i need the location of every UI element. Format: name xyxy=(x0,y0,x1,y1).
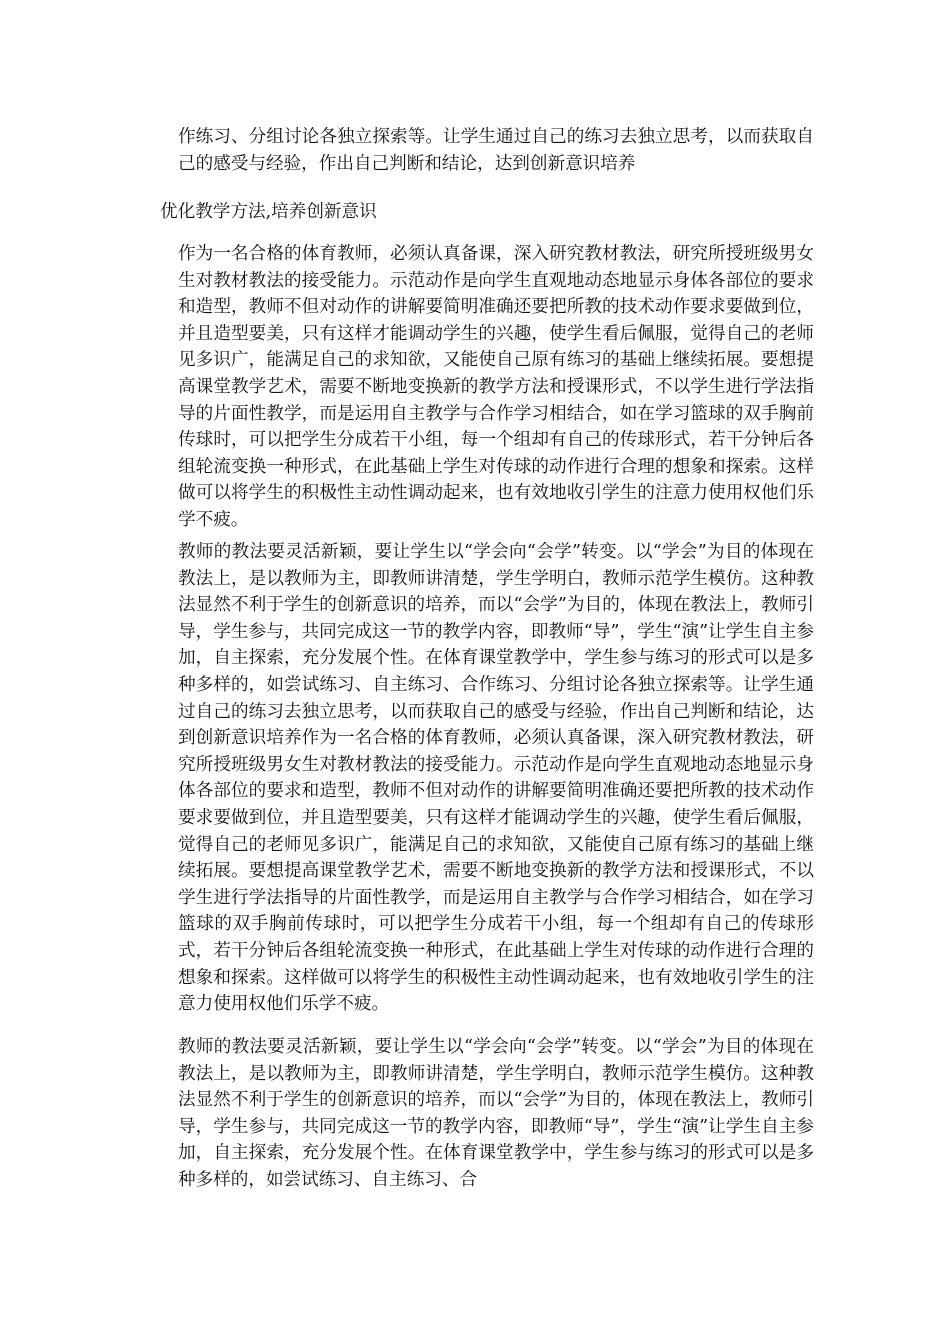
paragraph-continuation: 作练习、分组讨论各独立探索等。让学生通过自己的练习去独立思考，以而获取自己的感受与经验，作出自己判断和结论，达到创新意识培养 xyxy=(178,127,814,174)
paragraph-teacher-preparation: 作为一名合格的体育教师，必须认真备课，深入研究教材教法，研究所授班级男女生对教材教法的接受能力。示范动作是向学生直观地动态地显示身体各部位的要求和造型，教师不但对动作的讲解要简明准确还要把所教的技术动作要求要做到位，并且造型要美，只有这样才能调动学生的兴趣，使学生看后佩服，觉得自己的老师见多识广，能满足自己的求知欲，又能使自己原有练习的基础上继续拓展。要想提高课堂教学艺术，需要不断地变换新的教学方法和授课形式，不以学生进行学法指导的片面性教学，而是运用自主教学与合作学习相结合，如在学习篮球的双手胸前传球时，可以把学生分成若干小组，每一个组却有自己的传球形式，若干分钟后各组轮流变换一种形式，在此基础上学生对传球的动作进行合理的想象和探索。这样做可以将学生的积极性主动性调动起来，也有效地收引学生的注意力使用权他们乐学不疲。 xyxy=(178,244,814,530)
paragraph-teaching-methods-repeat: 教师的教法要灵活新颖，要让学生以“学会向“会学”转变。以“学会”为目的体现在教法上，是以教师为主，即教师讲清楚，学生学明白，教师示范学生模仿。这种教法显然不利于学生的创新意识的培养，而以“会学”为目的，体现在教法上，教师引导，学生参与，共同完成这一节的教学内容，即教师“导”，学生“演”让学生自主参加，自主探索，充分发展个性。在体育课堂教学中，学生参与练习的形式可以是多种多样的，如尝试练习、自主练习、合 xyxy=(178,1037,814,1190)
section-heading: 优化教学方法,培养创新意识 xyxy=(160,202,377,222)
paragraph-teaching-methods: 教师的教法要灵活新颖，要让学生以“学会向“会学”转变。以“学会”为目的体现在教法上，是以教师为主，即教师讲清楚，学生学明白，教师示范学生模仿。这种教法显然不利于学生的创新意识的培养，而以“会学”为目的，体现在教法上，教师引导，学生参与，共同完成这一节的教学内容，即教师“导”，学生“演”让学生自主参加，自主探索，充分发展个性。在体育课堂教学中，学生参与练习的形式可以是多种多样的，如尝试练习、自主练习、合作练习、分组讨论各独立探索等。让学生通过自己的练习去独立思考，以而获取自己的感受与经验，作出自己判断和结论，达到创新意识培养作为一名合格的体育教师，必须认真备课，深入研究教材教法，研究所授班级男女生对教材教法的接受能力。示范动作是向学生直观地动态地显示身体各部位的要求和造型，教师不但对动作的讲解要简明准确还要把所教的技术动作要求要做到位，并且造型要美，只有这样才能调动学生的兴趣，使学生看后佩服，觉得自己的老师见多识广，能满足自己的求知欲，又能使自己原有练习的基础上继续拓展。要想提高课堂教学艺术，需要不断地变换新的教学方法和授课形式，不以学生进行学法指导的片面性教学，而是运用自主教学与合作学习相结合，如在学习篮球的双手胸前传球时，可以把学生分成若干小组，每一个组却有自己的传球形式，若干分钟后各组轮流变换一种形式，在此基础上学生对传球的动作进行合理的想象和探索。这样做可以将学生的积极性主动性调动起来，也有效地收引学生的注意力使用权他们乐学不疲。 xyxy=(178,542,814,1015)
